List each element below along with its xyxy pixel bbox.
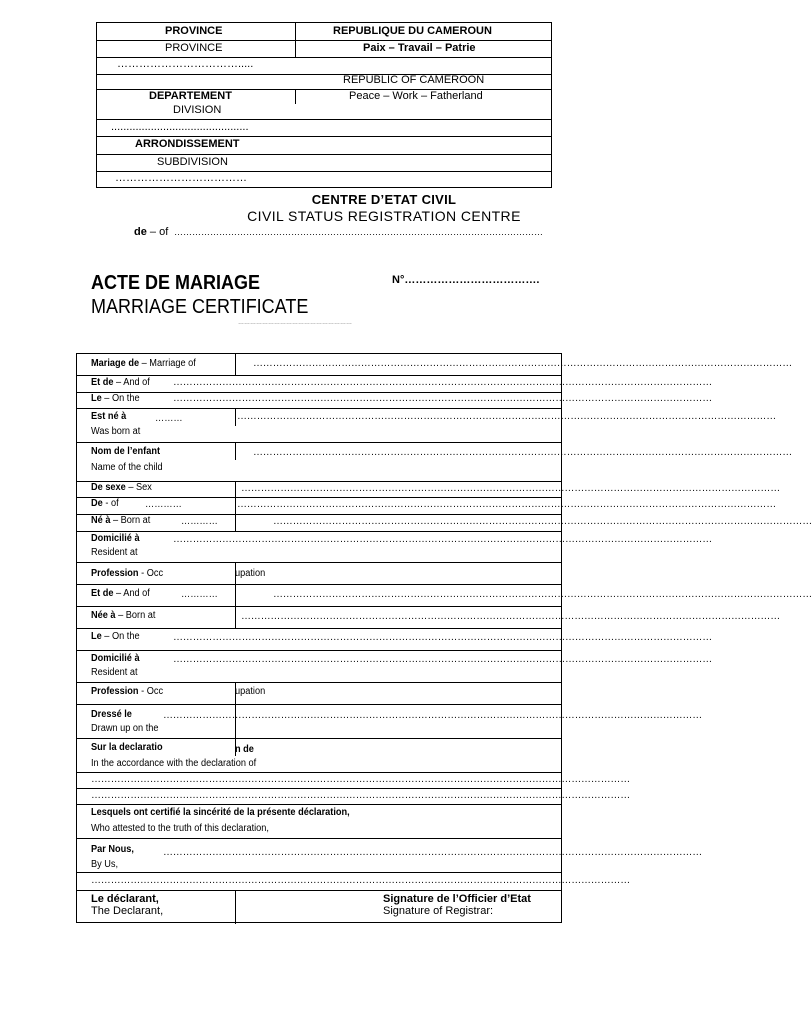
form-divider [235, 354, 236, 375]
form-rule [77, 838, 561, 839]
ne-a-label [91, 515, 150, 526]
form-rule [77, 606, 561, 607]
header-rule [97, 154, 551, 155]
centre-title-fr: CENTRE D’ETAT CIVIL [311, 192, 457, 207]
centre-title-en: CIVIL STATUS REGISTRATION CENTRE [247, 208, 521, 224]
dresse-label: Dressé le [91, 709, 132, 720]
ne-a-dots: ………………………………………………………………………………………………………………………………………………… [273, 516, 812, 527]
declarant-fr: Le déclarant, [91, 893, 159, 905]
et-de2-dots: ………………………………………………………………………………………………………………………………………………… [273, 589, 812, 600]
form-rule [77, 682, 561, 683]
marriage-form-table [76, 353, 812, 923]
profession1-label [91, 568, 163, 579]
et-de2-en: – And of [116, 588, 150, 599]
profession2-rest: upation [235, 686, 266, 697]
profession2-en: - Occ [141, 686, 164, 697]
et-de-en: – And of [116, 377, 150, 388]
form-rule [77, 584, 561, 585]
mariage-de-dots: ………………………………………………………………………………………………………………………………………………… [253, 358, 793, 369]
form-rule [77, 650, 561, 651]
domicilie1-dots: ………………………………………………………………………………………………………………………………………………… [173, 534, 713, 545]
de-label: de [134, 226, 147, 238]
et-de2-fr: Et de [91, 588, 114, 599]
profession1-en: - Occ [141, 568, 164, 579]
et-de-fr: Et de [91, 377, 114, 388]
form-rule [77, 408, 561, 409]
nom-enfant-dots: ………………………………………………………………………………………………………………………………………………… [253, 447, 793, 458]
accordance-dots-1: ………………………………………………………………………………………………………………………………………………… [91, 774, 631, 785]
domicilie1-label: Domicilié à [91, 533, 140, 544]
form-rule [77, 628, 561, 629]
form-rule [77, 890, 561, 891]
form-rule [77, 375, 561, 376]
le-en: – On the [104, 393, 140, 404]
motto-fr: Paix – Travail – Patrie [363, 42, 476, 54]
domicilie2-label: Domicilié à [91, 653, 140, 664]
de-sexe-fr: De sexe [91, 482, 126, 493]
nee-a-dots: ………………………………………………………………………………………………………………………………………………… [241, 611, 781, 622]
mariage-de-label [91, 358, 196, 369]
arrondissement-label: ARRONDISSEMENT [135, 138, 240, 150]
signature-registrar-fr: Signature de l’Officier d’Etat [383, 893, 531, 905]
name-of-child: Name of the child [91, 462, 163, 473]
of-label: – of [149, 226, 169, 238]
province-fr: PROVINCE [165, 25, 223, 37]
form-rule [77, 804, 561, 805]
par-nous-label: Par Nous, [91, 844, 134, 855]
sur-decl-rest: n de [235, 744, 254, 755]
de-of-dots: ………………………………………………………………………………………………………………………………………………… [237, 499, 777, 510]
mariage-de-en: – Marriage of [141, 358, 196, 369]
subdivision-dots: ……………………………… [115, 172, 247, 184]
profession1-fr: Profession [91, 568, 139, 579]
signature-registrar-en: Signature of Registrar: [383, 905, 494, 917]
division-dots: ............................................. [111, 121, 249, 133]
domicilie2-dots: ………………………………………………………………………………………………………………………………………………… [173, 654, 713, 665]
le2-dots: ………………………………………………………………………………………………………………………………………………… [173, 632, 713, 643]
et-de2-short-dots: ………… [181, 589, 218, 600]
accordance-dots-2: ………………………………………………………………………………………………………………………………………………… [91, 790, 631, 801]
ne-a-fr: Né à [91, 515, 111, 526]
form-divider [235, 890, 236, 924]
form-rule [77, 704, 561, 705]
header-rule [97, 119, 551, 120]
est-ne-short-dots: ……… [155, 413, 183, 424]
by-us-dots: ………………………………………………………………………………………………………………………………………………… [91, 875, 631, 886]
departement-label: DEPARTEMENT [149, 90, 232, 102]
form-rule [77, 497, 561, 498]
form-rule [77, 738, 561, 739]
de-of-label [91, 498, 119, 509]
by-us: By Us, [91, 859, 119, 870]
header-rule [97, 40, 551, 41]
declarant-en: The Declarant, [91, 905, 164, 917]
header-divider [295, 89, 296, 104]
resident1: Resident at [91, 547, 138, 558]
title-en: MARRIAGE CERTIFICATE [91, 296, 309, 318]
le2-fr: Le [91, 631, 102, 642]
de-en: - of [105, 498, 119, 509]
title-underline: ………………………………………………… [238, 320, 352, 326]
par-nous-dots: ………………………………………………………………………………………………………………………………………………… [163, 847, 703, 858]
de-sexe-en: – Sex [128, 482, 152, 493]
dresse-dots: ………………………………………………………………………………………………………………………………………………… [163, 710, 703, 721]
attested-text: Who attested to the truth of this declaration, [91, 823, 269, 834]
accordance-text: In the accordance with the declaration of [91, 758, 257, 769]
form-rule [77, 562, 561, 563]
le-label [91, 393, 140, 404]
est-ne-dots: ………………………………………………………………………………………………………………………………………………… [237, 411, 777, 422]
resident2: Resident at [91, 667, 138, 678]
le-dots: ………………………………………………………………………………………………………………………………………………… [173, 393, 713, 404]
form-rule [77, 772, 561, 773]
form-divider [235, 584, 236, 628]
province-en: PROVINCE [165, 42, 223, 54]
est-ne-label: Est né à [91, 411, 127, 422]
profession2-label [91, 686, 163, 697]
header-box [96, 22, 552, 188]
republic-fr: REPUBLIQUE DU CAMEROUN [333, 25, 492, 37]
division-label: DIVISION [173, 104, 222, 116]
nee-a-en: – Born at [118, 610, 156, 621]
form-divider [235, 408, 236, 426]
of-dots: …………………………………………………………………………………………………………… [174, 227, 543, 237]
lesquels-text: Lesquels ont certifié la sincérité de la présente déclaration, [91, 807, 350, 818]
mariage-de-fr: Mariage de [91, 358, 140, 369]
ne-a-short-dots: ………… [181, 516, 218, 527]
number-field: N°………………………………. [392, 274, 540, 286]
nom-enfant-label: Nom de l’enfant [91, 446, 161, 457]
form-divider [235, 442, 236, 460]
de-short-dots: ………… [145, 499, 182, 510]
ne-a-en: – Born at [112, 515, 151, 526]
centre-of-line [134, 226, 168, 238]
sur-decl-label: Sur la declaratio [91, 742, 163, 753]
le2-label [91, 631, 140, 642]
subdivision-label: SUBDIVISION [157, 156, 228, 168]
form-rule [77, 788, 561, 789]
profession1-rest: upation [235, 568, 266, 579]
province-dots: ……………………………..... [117, 58, 254, 70]
form-divider [235, 481, 236, 531]
et-de2-label [91, 588, 150, 599]
et-de-label [91, 377, 150, 388]
de-sexe-label [91, 482, 152, 493]
nee-a-fr: Née à [91, 610, 116, 621]
et-de-dots: ………………………………………………………………………………………………………………………………………………… [173, 377, 713, 388]
drawn-up: Drawn up on the [91, 723, 159, 734]
form-rule [77, 531, 561, 532]
nee-a-label [91, 610, 155, 621]
header-rule [97, 136, 551, 137]
le-fr: Le [91, 393, 102, 404]
form-rule [77, 442, 561, 443]
le2-en: – On the [104, 631, 140, 642]
motto-en: Peace – Work – Fatherland [349, 90, 483, 102]
title-fr: ACTE DE MARIAGE [91, 272, 261, 294]
profession2-fr: Profession [91, 686, 139, 697]
de-fr: De [91, 498, 103, 509]
republic-en: REPUBLIC OF CAMEROON [343, 74, 485, 86]
was-born-at: Was born at [91, 426, 141, 437]
form-rule [77, 872, 561, 873]
header-divider [295, 23, 296, 57]
de-sexe-dots: ………………………………………………………………………………………………………………………………………………… [241, 483, 781, 494]
